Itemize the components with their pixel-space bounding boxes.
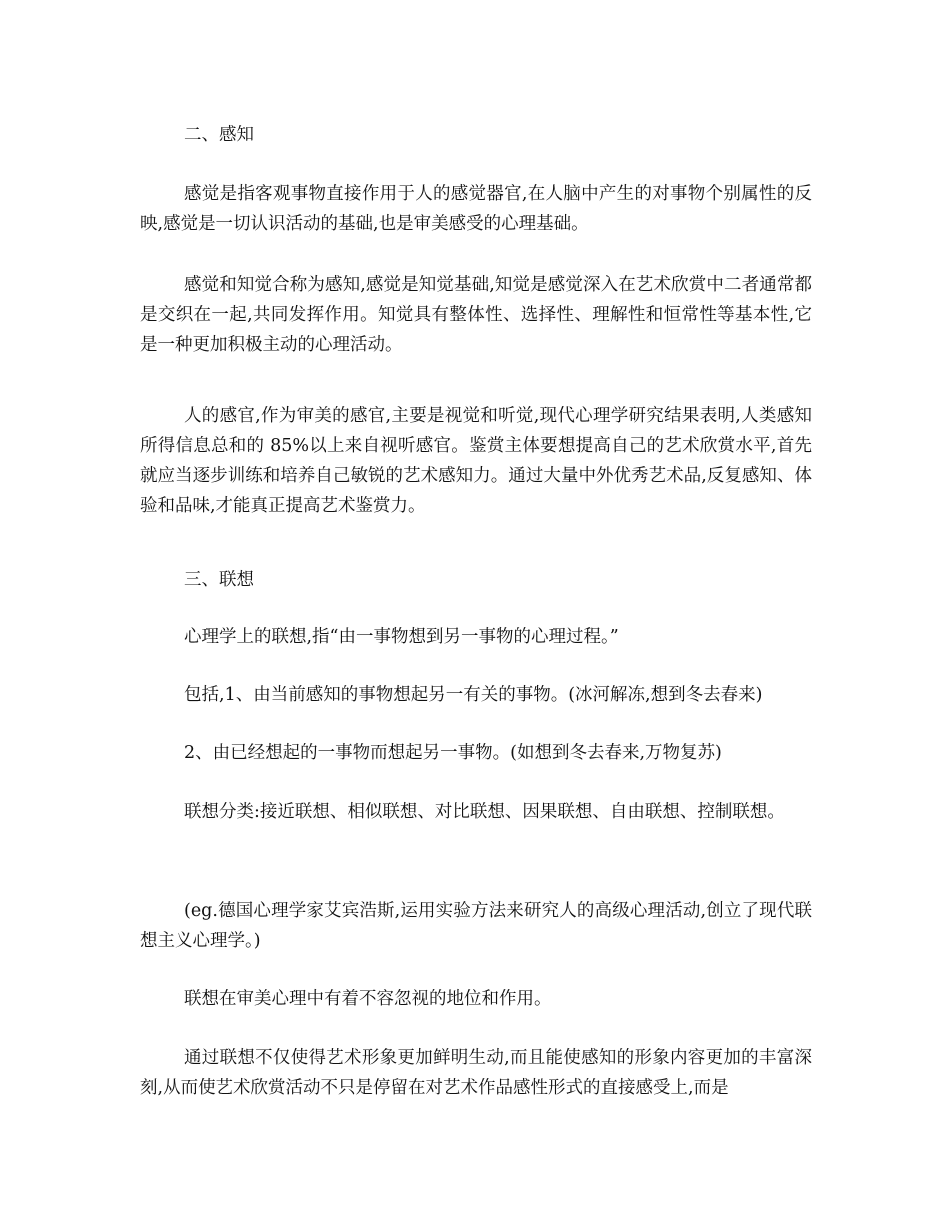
paragraph-association-definition: 心理学上的联想,指“由一事物想到另一事物的心理过程。” — [184, 627, 619, 647]
section-heading-association: 三、联想 — [184, 570, 254, 590]
paragraph-ebbinghaus-example: (eg.德国心理学家艾宾浩斯,运用实验方法来研究人的高级心理活动,创立了现代联想主义心理学。) — [140, 901, 812, 951]
paragraph-association-types: 联想分类:接近联想、相似联想、对比联想、因果联想、自由联想、控制联想。 — [184, 802, 785, 822]
paragraph-association-item-2: 2、由已经想起的一事物而想起另一事物。(如想到冬去春来,万物复苏) — [184, 743, 722, 763]
paragraph-association-item-1: 包括,1、由当前感知的事物想起另一有关的事物。(冰河解冻,想到冬去春来) — [184, 685, 763, 705]
paragraph-senses-aesthetic: 人的感官,作为审美的感官,主要是视觉和听觉,现代心理学研究结果表明,人类感知所得信息总和的 85%以上来自视听感官。鉴赏主体要想提高自己的艺术欣赏水平,首先就应当逐步训练和培养自己敏锐的艺术感知力。通过大量中外优秀艺术品,反复感知、体验和品味,才能真正提高艺术鉴赏力。 — [140, 406, 812, 516]
paragraph-association-role: 联想在审美心理中有着不容忽视的地位和作用。 — [184, 989, 552, 1009]
paragraph-perception-combined: 感觉和知觉合称为感知,感觉是知觉基础,知觉是感觉深入在艺术欣赏中二者通常都是交织在一起,共同发挥作用。知觉具有整体性、选择性、理解性和恒常性等基本性,它是一种更加积极主动的心理活动。 — [140, 275, 812, 355]
paragraph-association-effect: 通过联想不仅使得艺术形象更加鲜明生动,而且能使感知的形象内容更加的丰富深刻,从而使艺术欣赏活动不只是停留在对艺术作品感性形式的直接感受上,而是 — [140, 1048, 812, 1098]
paragraph-sensation-definition: 感觉是指客观事物直接作用于人的感觉器官,在人脑中产生的对事物个别属性的反映,感觉是一切认识活动的基础,也是审美感受的心理基础。 — [140, 184, 812, 234]
section-heading-perception: 二、感知 — [184, 125, 254, 145]
